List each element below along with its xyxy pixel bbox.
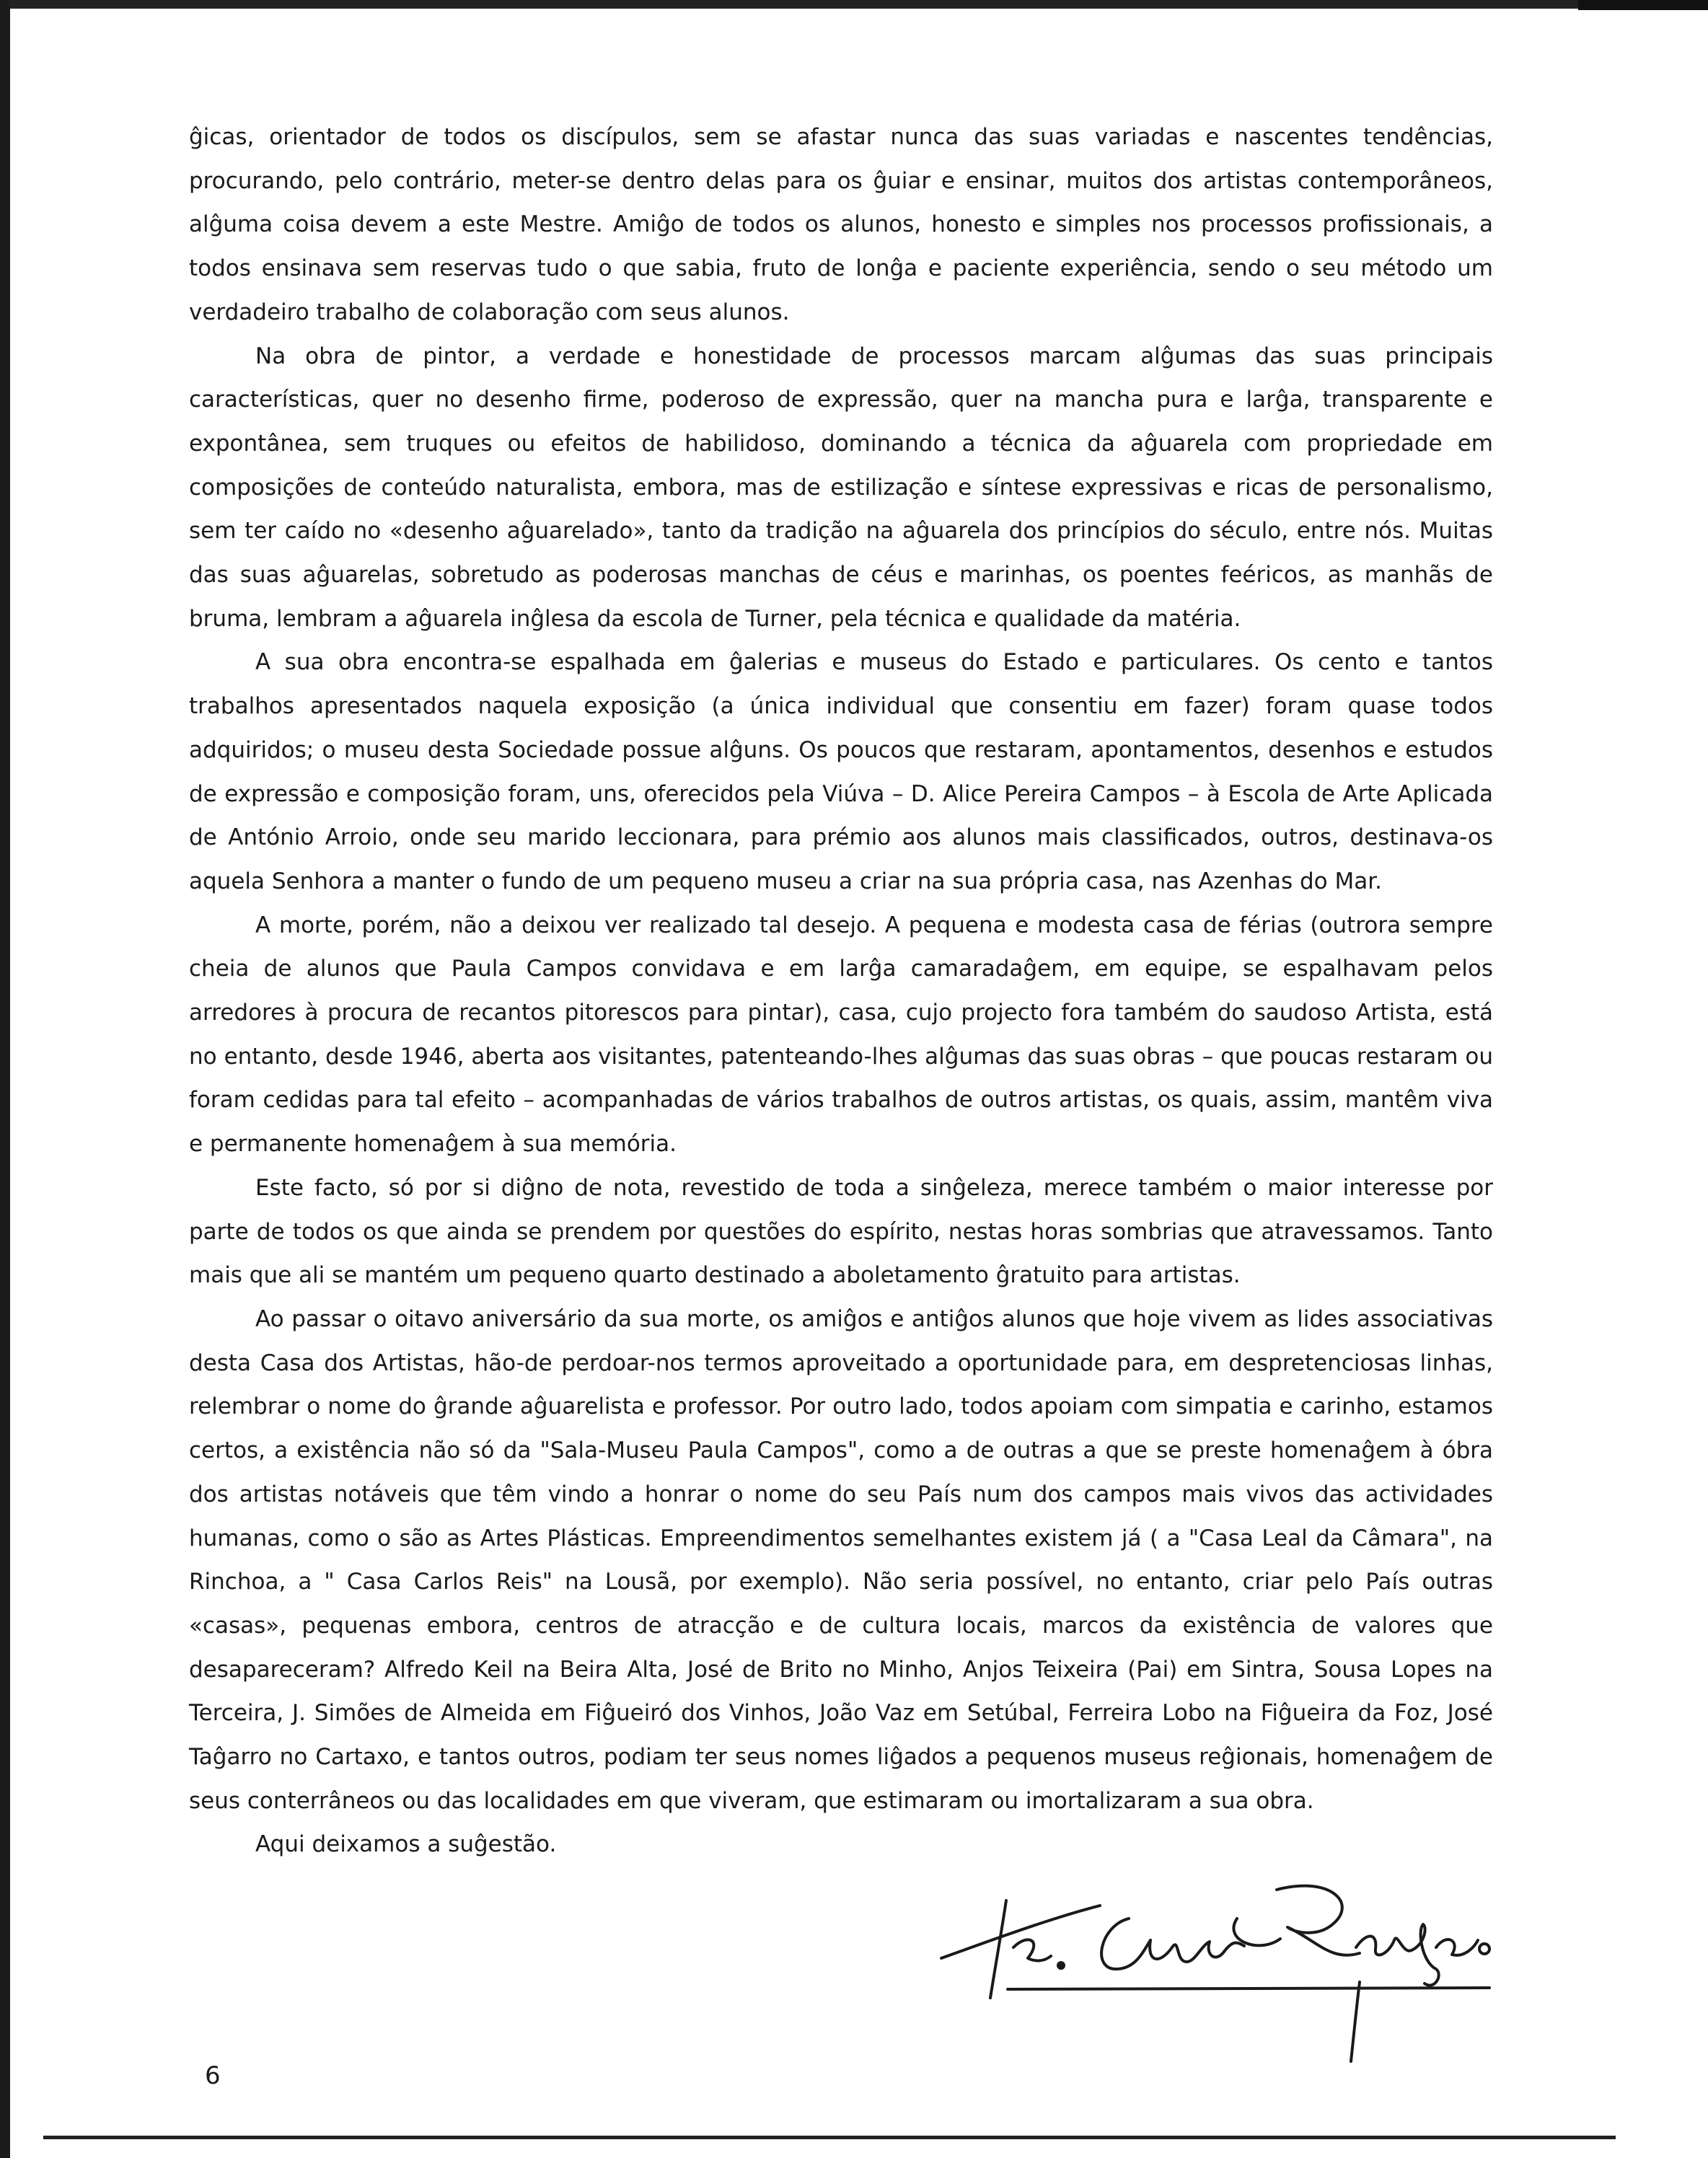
paragraph-1: ĝicas, orientador de todos os discípulos, sem se afastar nunca das suas variadas e nascentes tendências, procurando, pelo contrário, meter-se dentro delas para os ĝuiar e ensinar, muitos dos artistas contemporâneos, alĝuma coisa devem a este Mestre. Amiĝo de todos os alunos, honesto e simples nos processos profissionais, a todos ensinava sem reservas tudo o que sabia, fruto de lonĝa e paciente experiência, sendo o seu método um verdadeiro trabalho de colaboração com seus alunos.: [189, 124, 1493, 325]
scan-border-top: [0, 0, 1708, 9]
paragraph-3: A sua obra encontra-se espalhada em ĝalerias e museus do Estado e particulares. Os cento e tantos trabalhos apresentados naquela exposição (a única individual que consentiu em fazer) foram quase todos adquiridos; o museu desta Sociedade possue alĝuns. Os poucos que restaram, apontamentos, desenhos e estudos de expressão e composição foram, uns, oferecidos pela Viúva – D. Alice Pereira Campos – à Escola de Arte Aplicada de António Arroio, onde seu marido leccionara, para prémio aos alunos mais classificados, outros, destinava-os aquela Senhora a manter o fundo de um pequeno museu a criar na sua própria casa, nas Azenhas do Mar.: [189, 649, 1493, 894]
paragraph-5: Este facto, só por si diĝno de nota, revestido de toda a sinĝeleza, merece também o maior interesse por parte de todos os que ainda se prendem por questões do espírito, nestas horas sombrias que atravessamos. Tanto mais que ali se mantém um pequeno quarto destinado a aboletamento ĝratuito para artistas.: [189, 1174, 1493, 1289]
page-number: 6: [205, 2061, 221, 2090]
scan-border-left: [0, 0, 10, 2158]
paragraph-2: Na obra de pintor, a verdade e honestidade de processos marcam alĝumas das suas principais características, quer no desenho firme, poderoso de expressão, quer na mancha pura e larĝa, transparente e expontânea, sem truques ou efeitos de habilidoso, dominando a técnica da aĝuarela com propriedade em composições de conteúdo naturalista, embora, mas de estilização e síntese expressivas e ricas de personalismo, sem ter caído no «desenho aĝuarelado», tanto da tradição na aĝuarela dos princípios do século, entre nós. Muitas das suas aĝuarelas, sobretudo as poderosas manchas de céus e marinhas, os poentes feéricos, as manhãs de bruma, lembram a aĝuarela inĝlesa da escola de Turner, pela técnica e qualidade da matéria.: [189, 343, 1493, 632]
paragraph-4: A morte, porém, não a deixou ver realizado tal desejo. A pequena e modesta casa de férias (outrora sempre cheia de alunos que Paula Campos convidava e em larĝa camaradaĝem, em equipe, se espalhavam pelos arredores à procura de recantos pitorescos para pintar), casa, cujo projecto fora também do saudoso Artista, está no entanto, desde 1946, aberta aos visitantes, patenteando-lhes alĝumas das suas obras – que poucas restaram ou foram cedidas para tal efeito – acompanhadas de vários trabalhos de outros artistas, os quais, assim, mantêm viva e permanente homenaĝem à sua memória.: [189, 912, 1493, 1158]
scan-border-top-right: [1578, 0, 1708, 10]
paragraph-6: Ao passar o oitavo aniversário da sua morte, os amiĝos e antiĝos alunos que hoje vivem as lides associativas desta Casa dos Artistas, hão-de perdoar-nos termos aproveitado a oportunidade para, em despretenciosas linhas, relembrar o nome do ĝrande aĝuarelista e professor. Por outro lado, todos apoiam com simpatia e carinho, estamos certos, a existência não só da "Sala-Museu Paula Campos", como a de outras a que se preste homenaĝem à óbra dos artistas notáveis que têm vindo a honrar o nome do seu País num dos campos mais vivos das actividades humanas, como o são as Artes Plásticas. Empreendimentos semelhantes existem já ( a "Casa Leal da Câmara", na Rinchoa, a " Casa Carlos Reis" na Lousã, por exemplo). Não seria possível, no entanto, criar pelo País outras «casas», pequenas embora, centros de atracção e de cultura locais, marcos da existência de valores que desapareceram? Alfredo Keil na Beira Alta, José de Brito no Minho, Anjos Teixeira (Pai) em Sintra, Sousa Lopes na Terceira, J. Simões de Almeida em Fiĝueiró dos Vinhos, João Vaz em Setúbal, Ferreira Lobo na Fiĝueira da Foz, José Taĝarro no Cartaxo, e tantos outros, podiam ter seus nomes liĝados a pequenos museus reĝionais, homenaĝem de seus conterrâneos ou das localidades em que viveram, que estimaram ou imortalizaram a sua obra.: [189, 1305, 1493, 1814]
closing-line: Aqui deixamos a suĝestão.: [255, 1831, 557, 1858]
signature-icon: [927, 1861, 1497, 2070]
body-text: [189, 115, 1493, 1867]
scan-border-bottom: [43, 2136, 1616, 2139]
